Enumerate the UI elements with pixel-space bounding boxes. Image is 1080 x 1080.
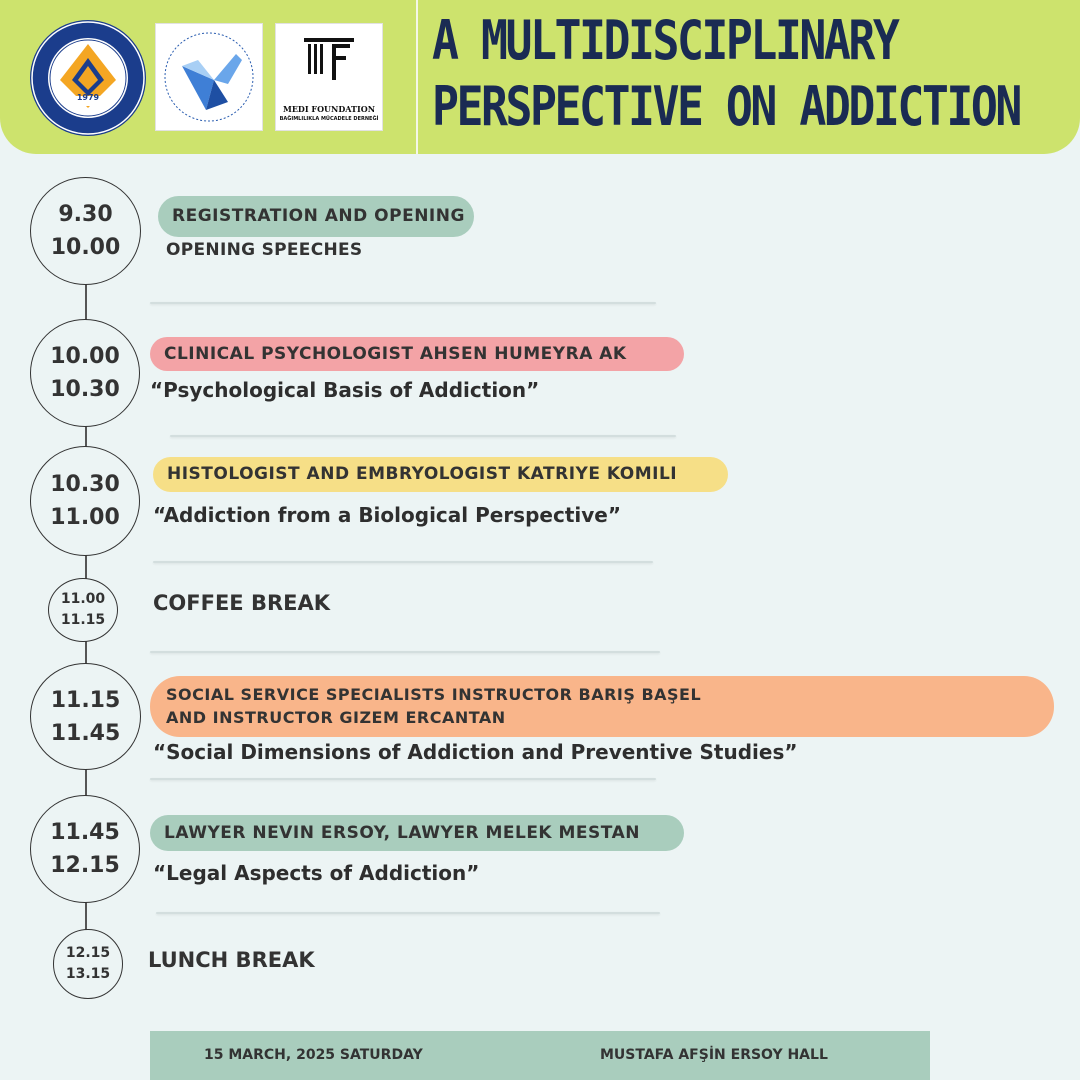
time-circle: [48, 578, 118, 642]
separator: [156, 912, 660, 914]
timeline-connector: [85, 768, 87, 798]
timeline-connector: [85, 640, 87, 665]
session-pill: CLINICAL PSYCHOLOGIST AHSEN HUMEYRA AK: [150, 337, 684, 371]
title-line-2: PERSPECTIVE ON ADDICTION: [432, 75, 1020, 138]
break-label: COFFEE BREAK: [153, 591, 331, 615]
session-pill-line-2: AND INSTRUCTOR GIZEM ERCANTAN: [166, 708, 506, 727]
medi-logo-name: MEDI FOUNDATION: [282, 104, 376, 114]
time-start: 10.00: [50, 344, 120, 369]
time-end: 11.15: [60, 612, 106, 628]
time-start: 9.30: [58, 202, 113, 227]
timeline-connector: [85, 900, 87, 930]
event-venue: MUSTAFA AFŞİN ERSOY HALL: [600, 1047, 828, 1063]
time-end: 10.30: [50, 377, 120, 402]
medi-foundation-logo: [275, 23, 383, 131]
medi-logo-subtitle: BAĞIMLILIKLA MÜCADELE DERNEĞİ: [279, 116, 379, 122]
time-start: 11.45: [50, 820, 120, 845]
separator: [150, 651, 660, 653]
commission-logo-text: [156, 24, 157, 25]
university-logo-text: [28, 18, 29, 19]
time-circle: [30, 177, 141, 285]
commission-logo: [155, 23, 263, 131]
event-date: 15 MARCH, 2025 SATURDAY: [204, 1047, 423, 1063]
time-circle: [30, 319, 140, 427]
separator: [150, 778, 656, 780]
time-end: 11.00: [50, 505, 120, 530]
time-start: 12.15: [65, 945, 111, 961]
session-topic: “Psychological Basis of Addiction”: [150, 378, 540, 402]
time-end: 11.45: [50, 720, 121, 746]
session-topic: “Legal Aspects of Addiction”: [153, 861, 480, 885]
session-topic: “Addiction from a Biological Perspective”: [153, 503, 621, 527]
time-start: 11.00: [60, 591, 106, 607]
header-banner: [0, 0, 1080, 154]
session-pill: HISTOLOGIST AND EMBRYOLOGIST KATRIYE KOMILI: [153, 457, 728, 492]
session-topic: “Social Dimensions of Addiction and Preventive Studies”: [153, 740, 798, 764]
separator: [153, 561, 653, 563]
timeline-connector: [85, 284, 87, 324]
session-pill: REGISTRATION AND OPENING: [158, 196, 474, 237]
separator: [150, 302, 656, 304]
header-divider: [416, 0, 418, 154]
time-circle: [30, 795, 140, 903]
footer-bar: [150, 1031, 930, 1080]
time-circle: [30, 663, 141, 770]
university-logo: [28, 18, 148, 138]
session-pill: LAWYER NEVIN ERSOY, LAWYER MELEK MESTAN: [150, 815, 684, 851]
page-title: [432, 8, 1020, 140]
break-label: LUNCH BREAK: [148, 948, 315, 972]
separator: [170, 435, 676, 437]
time-start: 10.30: [50, 472, 120, 497]
time-end: 12.15: [50, 853, 120, 878]
time-start: 11.15: [50, 687, 121, 713]
time-end: 10.00: [50, 235, 121, 260]
time-end: 13.15: [65, 966, 111, 982]
time-circle: [53, 929, 123, 999]
session-pill: [150, 676, 1054, 737]
title-line-1: A MULTIDISCIPLINARY: [432, 9, 898, 72]
university-logo-year: 1979: [76, 93, 100, 102]
session-pill-line-1: SOCIAL SERVICE SPECIALISTS INSTRUCTOR BARIŞ BAŞEL: [166, 685, 702, 704]
session-topic: OPENING SPEECHES: [166, 240, 363, 260]
time-circle: [30, 446, 140, 556]
